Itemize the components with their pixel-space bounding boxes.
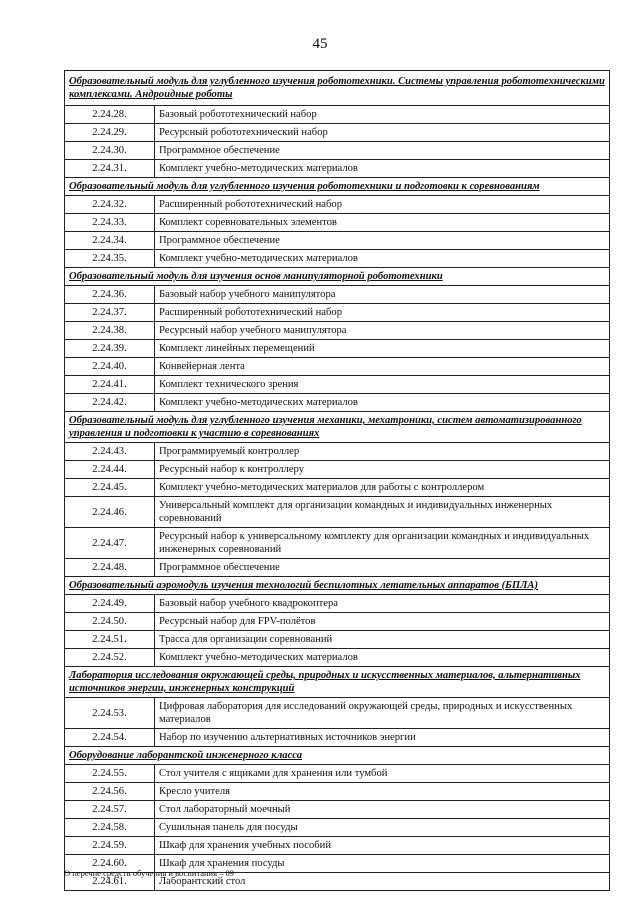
item-name: Комплект технического зрения: [155, 376, 610, 394]
item-number: 2.24.31.: [65, 160, 155, 178]
section-title: Образовательный аэромодуль изучения технологий беспилотных летательных аппаратов (БПЛА): [65, 577, 610, 595]
section-title: Лаборатория исследования окружающей среды, природных и искусственных материалов, альтернативных источников энергии, инженерных конструкций: [65, 667, 610, 698]
item-name: Стол лабораторный моечный: [155, 801, 610, 819]
item-name: Цифровая лаборатория для исследований окружающей среды, природных и искусственных материалов: [155, 698, 610, 729]
item-number: 2.24.40.: [65, 358, 155, 376]
item-number: 2.24.51.: [65, 631, 155, 649]
item-number: 2.24.38.: [65, 322, 155, 340]
table-row: [65, 443, 610, 461]
section-header-row: [65, 412, 610, 443]
item-name: Базовый набор учебного манипулятора: [155, 286, 610, 304]
table-row: [65, 631, 610, 649]
table-row: [65, 106, 610, 124]
table-row: [65, 819, 610, 837]
footer-text: О перечне средств обучения и воспитания – 09: [64, 868, 234, 878]
item-number: 2.24.44.: [65, 461, 155, 479]
item-number: 2.24.29.: [65, 124, 155, 142]
table-row: [65, 304, 610, 322]
item-number: 2.24.49.: [65, 595, 155, 613]
item-name: Комплект линейных перемещений: [155, 340, 610, 358]
item-number: 2.24.30.: [65, 142, 155, 160]
table-row: [65, 340, 610, 358]
item-name: Универсальный комплект для организации командных и индивидуальных инженерных соревнований: [155, 497, 610, 528]
table-row: [65, 358, 610, 376]
item-name: Конвейерная лента: [155, 358, 610, 376]
section-title: Оборудование лаборантской инженерного класса: [65, 747, 610, 765]
table-row: [65, 232, 610, 250]
item-number: 2.24.36.: [65, 286, 155, 304]
section-title: Образовательный модуль для углубленного изучения робототехники. Системы управления робототехническими комплексами. Андроидные роботы: [65, 71, 610, 106]
item-name: Стол учителя с ящиками для хранения или тумбой: [155, 765, 610, 783]
table-row: [65, 765, 610, 783]
table-row: [65, 729, 610, 747]
item-name: Ресурсный набор учебного манипулятора: [155, 322, 610, 340]
item-number: 2.24.58.: [65, 819, 155, 837]
section-header-row: [65, 577, 610, 595]
item-number: 2.24.43.: [65, 443, 155, 461]
item-number: 2.24.50.: [65, 613, 155, 631]
item-name: Программное обеспечение: [155, 232, 610, 250]
table-row: [65, 461, 610, 479]
item-name: Базовый робототехнический набор: [155, 106, 610, 124]
item-number: 2.24.52.: [65, 649, 155, 667]
item-number: 2.24.33.: [65, 214, 155, 232]
item-name: Ресурсный набор к контроллеру: [155, 461, 610, 479]
table-row: [65, 196, 610, 214]
section-header-row: [65, 71, 610, 106]
table-row: [65, 376, 610, 394]
page-number: 45: [312, 36, 328, 52]
item-number: 2.24.35.: [65, 250, 155, 268]
item-number: 2.24.37.: [65, 304, 155, 322]
table-row: [65, 698, 610, 729]
table-row: [65, 595, 610, 613]
item-name: Комплект учебно-методических материалов: [155, 394, 610, 412]
item-number: 2.24.48.: [65, 559, 155, 577]
item-name: Программное обеспечение: [155, 142, 610, 160]
item-name: Комплект учебно-методических материалов для работы с контроллером: [155, 479, 610, 497]
item-number: 2.24.59.: [65, 837, 155, 855]
item-number: 2.24.46.: [65, 497, 155, 528]
table-row: [65, 160, 610, 178]
item-name: Шкаф для хранения посуды: [155, 855, 610, 873]
item-number: 2.24.57.: [65, 801, 155, 819]
item-name: Комплект соревновательных элементов: [155, 214, 610, 232]
item-number: 2.24.47.: [65, 528, 155, 559]
item-name: Ресурсный набор к универсальному комплекту для организации командных и индивидуальных инженерных соревнований: [155, 528, 610, 559]
section-title: Образовательный модуль для углубленного изучения робототехники и подготовки к соревнованиям: [65, 178, 610, 196]
equipment-table: [64, 70, 610, 891]
item-number: 2.24.39.: [65, 340, 155, 358]
item-number: 2.24.55.: [65, 765, 155, 783]
item-name: Программное обеспечение: [155, 559, 610, 577]
section-title: Образовательный модуль для углубленного изучения механики, мехатроники, систем автоматизированного управления и подготовки к участию в соревнованиях: [65, 412, 610, 443]
item-name: Комплект учебно-методических материалов: [155, 160, 610, 178]
table-row: [65, 286, 610, 304]
item-number: 2.24.41.: [65, 376, 155, 394]
table-row: [65, 837, 610, 855]
item-name: Комплект учебно-методических материалов: [155, 250, 610, 268]
item-name: Набор по изучению альтернативных источников энергии: [155, 729, 610, 747]
item-name: Ресурсный робототехнический набор: [155, 124, 610, 142]
item-number: 2.24.32.: [65, 196, 155, 214]
item-number: 2.24.60.: [65, 855, 155, 873]
item-name: Трасса для организации соревнований: [155, 631, 610, 649]
table-row: [65, 479, 610, 497]
table-row: [65, 250, 610, 268]
section-header-row: [65, 747, 610, 765]
item-number: 2.24.61.: [65, 873, 155, 891]
table-row: [65, 649, 610, 667]
item-number: 2.24.42.: [65, 394, 155, 412]
table-row: [65, 394, 610, 412]
table-row: [65, 497, 610, 528]
section-title: Образовательный модуль для изучения основ манипуляторной робототехники: [65, 268, 610, 286]
item-name: Ресурсный набор для FPV-полётов: [155, 613, 610, 631]
table-row: [65, 559, 610, 577]
item-name: Расширенный робототехнический набор: [155, 196, 610, 214]
item-number: 2.24.53.: [65, 698, 155, 729]
item-name: Программируемый контроллер: [155, 443, 610, 461]
section-header-row: [65, 268, 610, 286]
table-row: [65, 142, 610, 160]
table-row: [65, 124, 610, 142]
table-row: [65, 214, 610, 232]
item-name: Расширенный робототехнический набор: [155, 304, 610, 322]
item-name: Комплект учебно-методических материалов: [155, 649, 610, 667]
item-number: 2.24.54.: [65, 729, 155, 747]
item-name: Лаборантский стол: [155, 873, 610, 891]
item-number: 2.24.45.: [65, 479, 155, 497]
section-header-row: [65, 178, 610, 196]
table-row: [65, 613, 610, 631]
item-name: Сушильная панель для посуды: [155, 819, 610, 837]
item-number: 2.24.28.: [65, 106, 155, 124]
table-row: [65, 322, 610, 340]
item-number: 2.24.34.: [65, 232, 155, 250]
table-row: [65, 528, 610, 559]
item-name: Кресло учителя: [155, 783, 610, 801]
table-row: [65, 783, 610, 801]
item-name: Базовый набор учебного квадрокоптера: [155, 595, 610, 613]
section-header-row: [65, 667, 610, 698]
table-row: [65, 801, 610, 819]
item-number: 2.24.56.: [65, 783, 155, 801]
item-name: Шкаф для хранения учебных пособий: [155, 837, 610, 855]
